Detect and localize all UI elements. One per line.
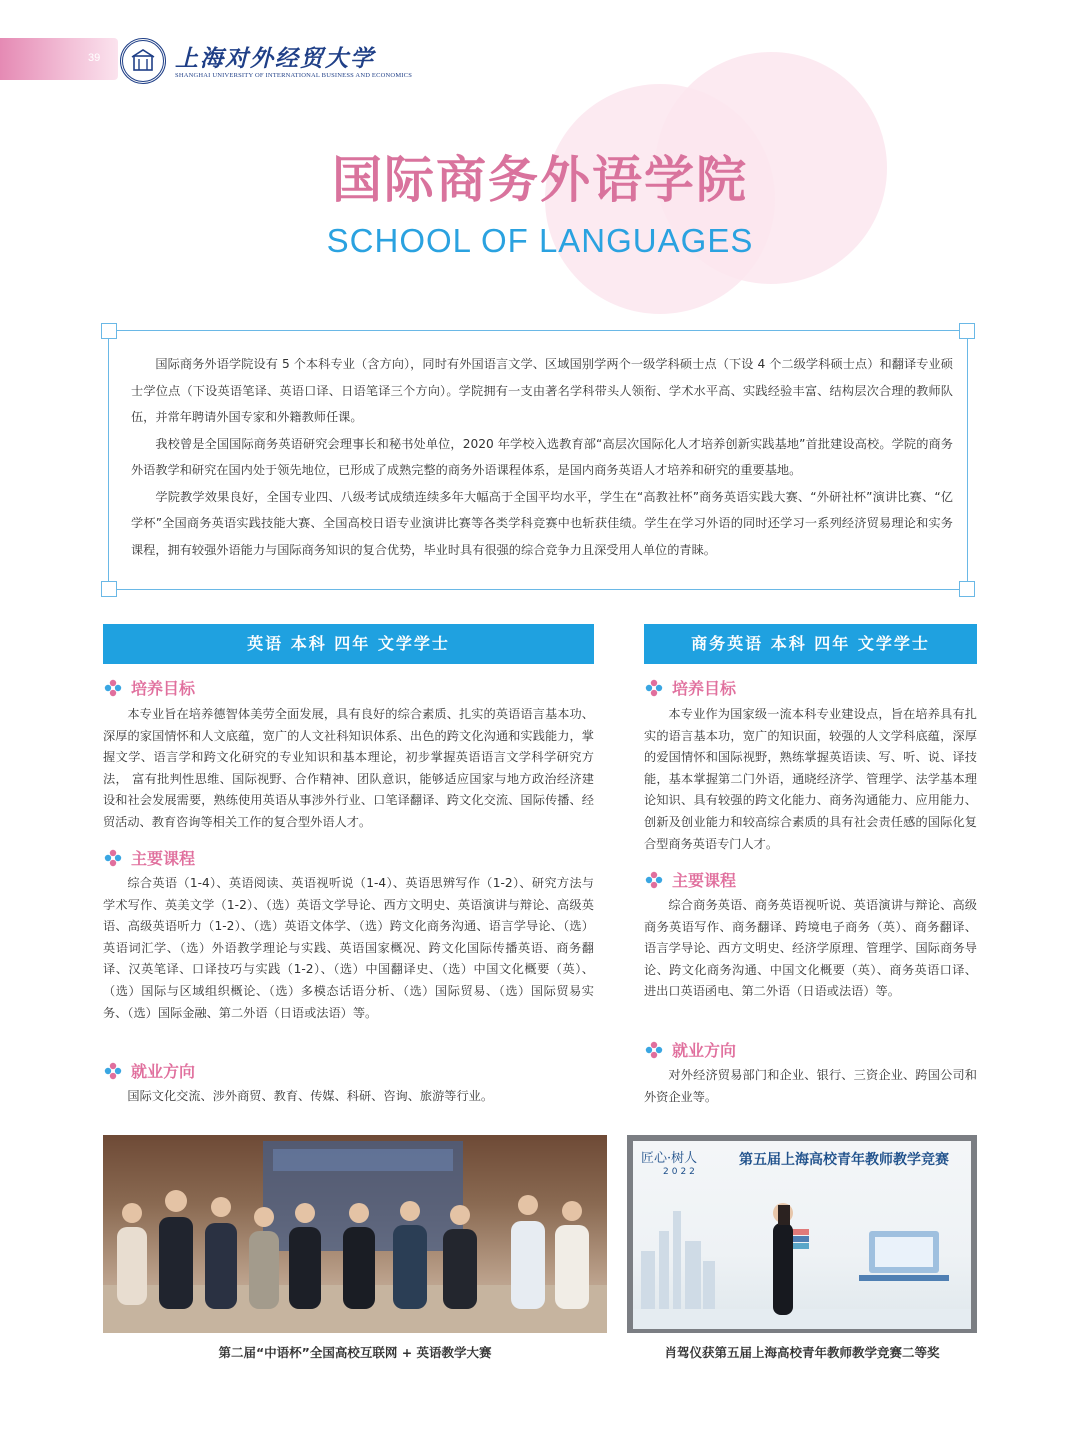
group-photo xyxy=(103,1135,607,1333)
business-course-title xyxy=(645,868,736,891)
business-course-label: 主要课程 xyxy=(672,871,737,890)
intro-paragraph: 我校曾是全国国际商务英语研究会理事长和秘书处单位，2020 年学校入选教育部“高层次国际化人才培养创新实践基地”首批建设高校。学院的商务外语教学和研究在国内处于领先地位，已形成了成熟完整的商务外语课程体系，是国内商务英语人才培养和研究的重要基地。 xyxy=(131,436,953,477)
english-career-label: 就业方向 xyxy=(131,1062,196,1081)
flower-bullet-icon xyxy=(104,679,122,697)
box-corner xyxy=(101,323,117,339)
flower-bullet-icon xyxy=(645,679,663,697)
page-number: 39 xyxy=(88,52,101,64)
business-goal-label: 培养目标 xyxy=(672,679,737,698)
banner-slogan: 匠心·树人 xyxy=(641,1151,698,1166)
page-title-en: SCHOOL OF LANGUAGES xyxy=(326,222,754,259)
competition-banner xyxy=(633,1141,971,1329)
business-career-label: 就业方向 xyxy=(672,1041,737,1060)
competition-photo xyxy=(627,1135,977,1333)
university-seal-logo xyxy=(120,38,166,84)
flower-bullet-icon xyxy=(104,849,122,867)
group-photo-caption: 第二届“中语杯”全国高校互联网 + 英语教学大赛 xyxy=(218,1345,492,1360)
business-goal-title xyxy=(645,676,736,699)
business-goal-text: 本专业作为国家级一流本科专业建设点，旨在培养具有扎实的语言基本功，宽广的知识面，较强的人文学科底蕴，深厚的爱国情怀和国际视野，熟练掌握英语读、写、听、说、译技能，基本掌握第二门外语，通晓经济学、管理学、法学基本理论知识、具有较强的跨文化能力、商务沟通能力、应用能力、创新及创业能力和较高综合素质的具有社会责任感的国际化复合型商务英语专门人才。 xyxy=(644,707,977,851)
box-corner xyxy=(959,323,975,339)
university-name-en: SHANGHAI UNIVERSITY OF INTERNATIONAL BUSINESS AND ECONOMICS xyxy=(175,72,413,79)
box-corner xyxy=(101,581,117,597)
english-goal-title xyxy=(104,676,195,699)
page-title-cn: 国际商务外语学院 xyxy=(332,151,748,209)
english-course-title xyxy=(104,846,195,869)
english-course-text: 综合英语（1-4）、英语阅读、英语视听说（1-4）、英语思辨写作（1-2）、研究方法与学术写作、英美文学（1-2）、（选）英语文学导论、西方文明史、英语演讲与辩论、高级英语、高级英语听力（1-2）、（选）英语文体学、（选）跨文化商务沟通、语言学导论、（选）英语词汇学、（选）外语教学理论与实践、英语国家概况、跨文化国际传播英语、商务翻译、汉英笔译、口译技巧与实践（1-2）、（选）中国翻译史、（选）中国文化概要（英）、（选）国际与区域组织概论、（选）多模态话语分析、（选）国际贸易、（选）国际贸易实务、（选）国际金融、第二外语（日语或法语）等。 xyxy=(103,876,594,1020)
flower-bullet-icon xyxy=(645,871,663,889)
page-tab xyxy=(0,38,118,80)
box-corner xyxy=(959,581,975,597)
competition-photo-caption: 肖驾仪获第五届上海高校青年教师教学竞赛二等奖 xyxy=(664,1345,940,1360)
banner-year: 2022 xyxy=(663,1167,698,1177)
english-goal-text: 本专业旨在培养德智体美劳全面发展，具有良好的综合素质、扎实的英语语言基本功、深厚的家国情怀和人文底蕴，宽广的人文社科知识体系、出色的跨文化沟通和实践能力，掌握文学、语言学和跨文化研究的专业知识和基本理论，初步掌握英语语言文学科学研究方法， 富有批判性思维、国际视野、合作精神、团队意识，能够适应国家与地方政治经济建设和社会发展需要，熟练使用英语从事涉外行业、口笔译翻译、跨文化交流、国际传播、经贸活动、教育咨询等相关工作的复合型外语人才。 xyxy=(103,707,594,829)
english-goal-label: 培养目标 xyxy=(131,679,196,698)
intro-text xyxy=(131,351,953,563)
english-major-header: 英语 本科 四年 文学学士 xyxy=(103,624,594,664)
english-career-text: 国际文化交流、涉外商贸、教育、传媒、科研、咨询、旅游等行业。 xyxy=(127,1089,494,1103)
flower-bullet-icon xyxy=(645,1041,663,1059)
business-course-text: 综合商务英语、商务英语视听说、英语演讲与辩论、高级商务英语写作、商务翻译、跨境电子商务（英）、商务翻译、语言学导论、西方文明史、经济学原理、管理学、国际商务导论、跨文化商务沟通、中国文化概要（英）、商务英语口译、进出口英语函电、第二外语（日语或法语）等。 xyxy=(644,898,977,999)
university-name-cn: 上海对外经贸大学 xyxy=(175,45,375,72)
business-career-title xyxy=(645,1038,736,1061)
english-course-label: 主要课程 xyxy=(131,849,196,868)
intro-paragraph: 学院教学效果良好，全国专业四、八级考试成绩连续多年大幅高于全国平均水平，学生在“高教社杯”商务英语实践大赛、“外研社杯”演讲比赛、“亿学杯”全国商务英语实践技能大赛、全国高校日语专业演讲比赛等各类学科竞赛中也斩获佳绩。学生在学习外语的同时还学习一系列经济贸易理论和实务课程，拥有较强外语能力与国际商务知识的复合优势，毕业时具有很强的综合竞争力且深受用人单位的青睐。 xyxy=(131,489,953,557)
banner-title: 第五届上海高校青年教师教学竞赛 xyxy=(739,1152,949,1168)
business-english-header: 商务英语 本科 四年 文学学士 xyxy=(644,624,977,664)
english-career-title xyxy=(104,1059,195,1082)
intro-paragraph: 国际商务外语学院设有 5 个本科专业（含方向），同时有外国语言文学、区域国别学两个一级学科硕士点（下设 4 个二级学科硕士点）和翻译专业硕士学位点（下设英语笔译、英语口译、日语笔译三个方向）。学院拥有一支由著名学科带头人领衔、学术水平高、实践经验丰富、结构层次合理的教师队伍，并常年聘请外国专家和外籍教师任课。 xyxy=(131,357,953,424)
intro-box xyxy=(108,330,968,590)
flower-bullet-icon xyxy=(104,1062,122,1080)
business-career-text: 对外经济贸易部门和企业、银行、三资企业、跨国公司和外资企业等。 xyxy=(644,1068,977,1104)
